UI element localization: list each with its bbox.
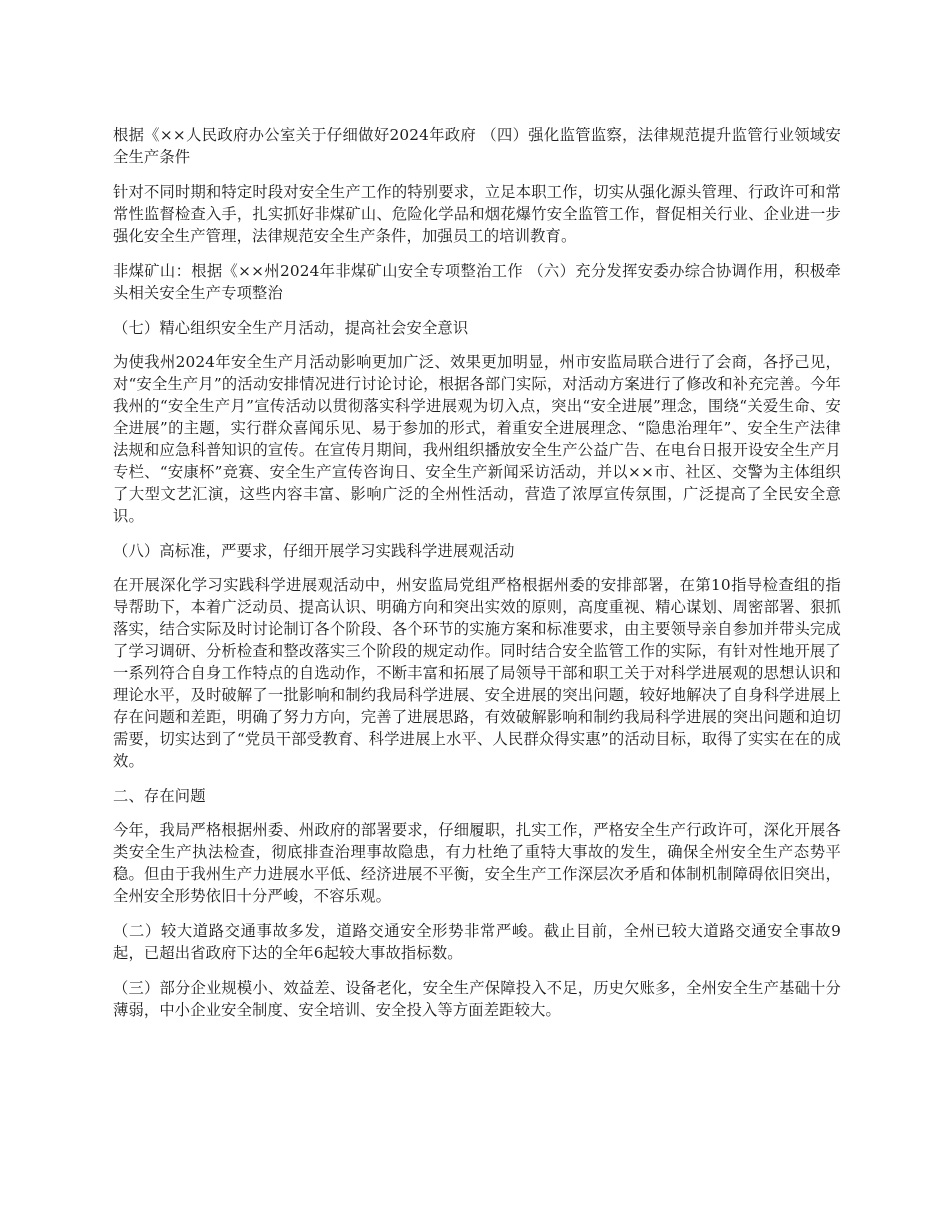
paragraph-safety-month: 为使我州2024年安全生产月活动影响更加广泛、效果更加明显，州市安监局联合进行了会商，各抒己见，对“安全生产月”的活动安排情况进行讨论讨论，根据各部门实际，对活动方案进行了修改和补充完善。今年我州的“安全生产月”宣传活动以贯彻落实科学进展观为切入点，突出“安全进展”理念，围绕“关爱生命、安全进展”的主题，实行群众喜闻乐见、易于参加的形式，着重安全进展理念、“隐患治理年”、安全生产法律法规和应急科普知识的宣传。在宣传月期间，我州组织播放安全生产公益广告、在电台日报开设安全生产月专栏、“安康杯”竞赛、安全生产宣传咨询日、安全生产新闻采访活动，并以××市、社区、交警为主体组织了大型文艺汇演，这些内容丰富、影响广泛的全州性活动，营造了浓厚宣传氛围，广泛提高了全民安全意识。 — [113, 353, 841, 525]
paragraph-study-practice: 在开展深化学习实践科学进展观活动中，州安监局党组严格根据州委的安排部署，在第10指导检查组的指导帮助下，本着广泛动员、提高认识、明确方向和突出实效的原则，高度重视、精心谋划、周密部署、狠抓落实，结合实际及时讨论制订各个阶段、各个环节的实施方案和标准要求，由主要领导亲自参加并带头完成了学习调研、分析检查和整改落实三个阶段的规定动作。同时结合安全监管工作的实际，有针对性地开展了一系列符合自身工作特点的自选动作，不断丰富和拓展了局领导干部和职工关于对科学进展观的思想认识和理论水平，及时破解了一批影响和制约我局科学进展、安全进展的突出问题，较好地解决了自身科学进展上存在问题和差距，明确了努力方向，完善了进展思路，有效破解影响和制约我局科学进展的突出问题和迫切需要，切实达到了“党员干部受教育、科学进展上水平、人民群众得实惠”的活动目标，取得了实实在在的成效。 — [113, 576, 841, 770]
paragraph-intro: 根据《××人民政府办公室关于仔细做好2024年政府 （四）强化监管监察，法律规范提升监管行业领域安全生产条件 — [113, 126, 841, 166]
section-heading-safety-month: （七）精心组织安全生产月活动，提高社会安全意识 — [113, 319, 469, 337]
document-body — [113, 124, 841, 1034]
paragraph-road-traffic: （二）较大道路交通事故多发，道路交通安全形势非常严峻。截止目前，全州已较大道路交通安全事故9起，已超出省政府下达的全年6起较大事故指标数。 — [113, 922, 841, 962]
paragraph-problems-overview: 今年，我局严格根据州委、州政府的部署要求，仔细履职，扎实工作，严格安全生产行政许可，深化开展各类安全生产执法检查，彻底排查治理事故隐患，有力杜绝了重特大事故的发生，确保全州安全生产态势平稳。但由于我州生产力进展水平低、经济进展不平衡，安全生产工作深层次矛盾和体制机制障碍依旧突出，全州安全形势依旧十分严峻，不容乐观。 — [113, 821, 841, 905]
paragraph-supervision: 针对不同时期和特定时段对安全生产工作的特别要求，立足本职工作，切实从强化源头管理、行政许可和常常性监督检查入手，扎实抓好非煤矿山、危险化学品和烟花爆竹安全监管工作，督促相关行业、企业进一步强化安全生产管理，法律规范安全生产条件，加强员工的培训教育。 — [113, 183, 841, 245]
paragraph-enterprise-basis: （三）部分企业规模小、效益差、设备老化，安全生产保障投入不足，历史欠账多，全州安全生产基础十分薄弱，中小企业安全制度、安全培训、安全投入等方面差距较大。 — [113, 979, 841, 1019]
section-heading-problems: 二、存在问题 — [113, 787, 206, 805]
paragraph-non-coal-mines: 非煤矿山：根据《××州2024年非煤矿山安全专项整治工作 （六）充分发挥安委办综合协调作用，积极牵头相关安全生产专项整治 — [113, 262, 841, 302]
section-heading-study-practice: （八）高标准，严要求，仔细开展学习实践科学进展观活动 — [113, 542, 515, 560]
